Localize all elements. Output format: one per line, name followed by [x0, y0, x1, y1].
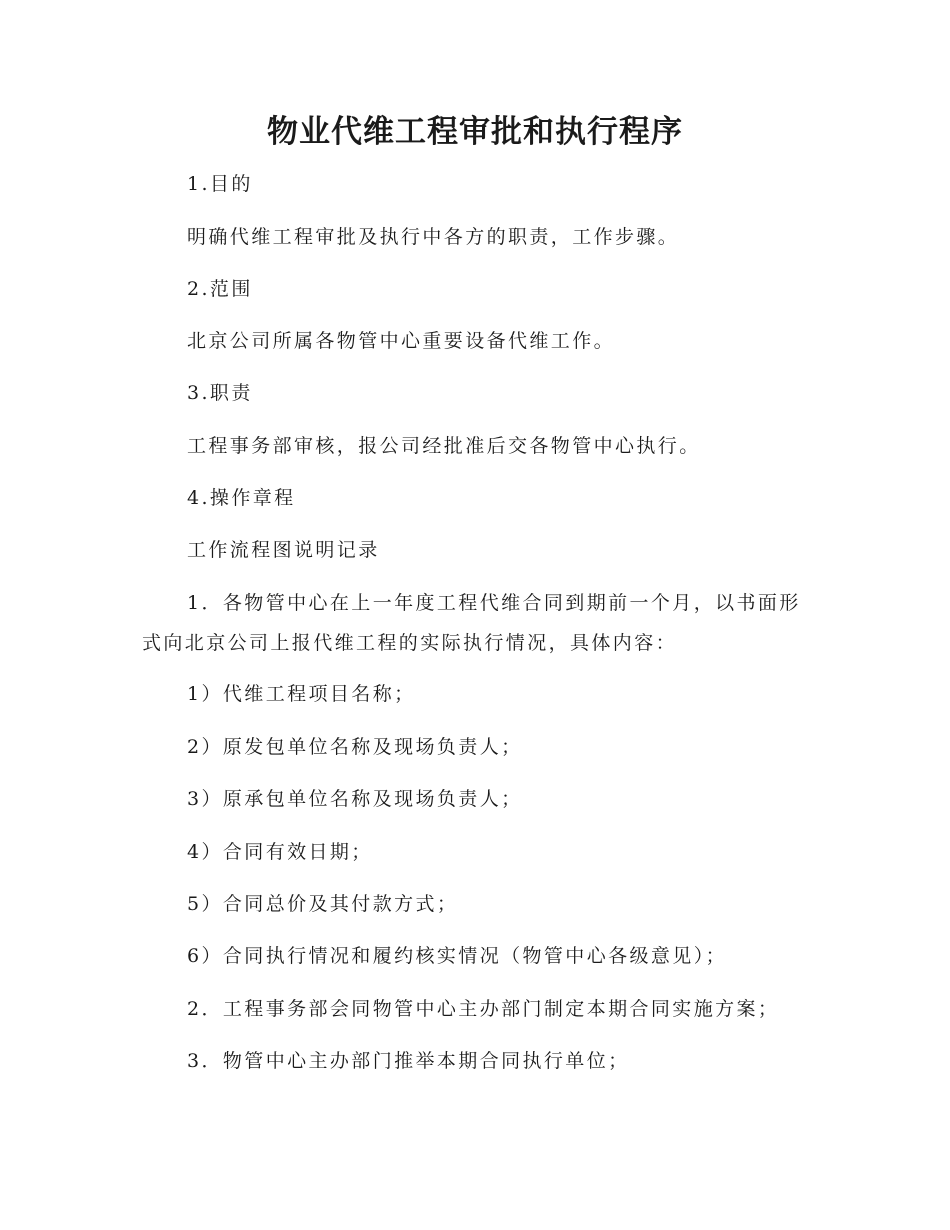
- list-item: 3）原承包单位名称及现场负责人；: [187, 788, 523, 810]
- scope-text: 北京公司所属各物管中心重要设备代维工作。: [187, 330, 616, 352]
- list-item: 1）代维工程项目名称；: [187, 683, 416, 705]
- step-3-paragraph: 3．物管中心主办部门推举本期合同执行单位；: [187, 1050, 630, 1072]
- scope-heading: 2.范围: [187, 278, 253, 300]
- duty-heading: 3.职责: [187, 382, 253, 404]
- purpose-heading: 1.目的: [187, 173, 253, 195]
- list-item: 5）合同总价及其付款方式；: [187, 893, 459, 915]
- duty-text: 工程事务部审核，报公司经批准后交各物管中心执行。: [187, 435, 701, 457]
- procedure-heading: 4.操作章程: [187, 487, 296, 509]
- list-item: 2）原发包单位名称及现场负责人；: [187, 736, 523, 758]
- purpose-text: 明确代维工程审批及执行中各方的职责，工作步骤。: [187, 226, 680, 248]
- document-title: 物业代维工程审批和执行程序: [267, 114, 683, 150]
- list-item: 4）合同有效日期；: [187, 841, 373, 863]
- list-item: 6）合同执行情况和履约核实情况（物管中心各级意见）；: [187, 945, 727, 967]
- step-1-paragraph: 1．各物管中心在上一年度工程代维合同到期前一个月，以书面形式向北京公司上报代维工程的实际执行情况，具体内容：: [142, 592, 801, 654]
- procedure-subheading: 工作流程图说明记录: [187, 539, 380, 561]
- step-2-paragraph: 2．工程事务部会同物管中心主办部门制定本期合同实施方案；: [187, 998, 780, 1020]
